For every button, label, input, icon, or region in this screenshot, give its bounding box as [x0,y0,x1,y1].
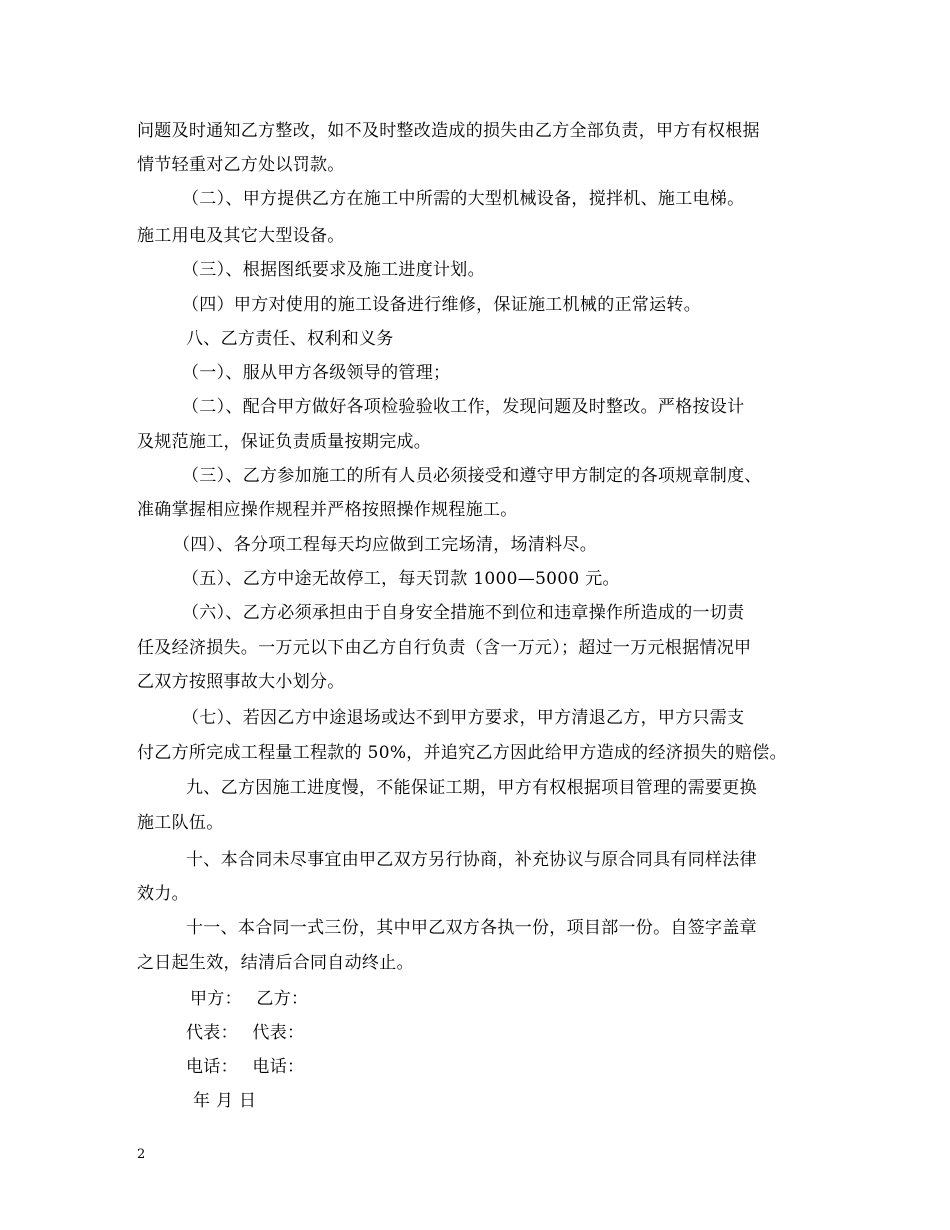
text-line-4: 施工用电及其它大型设备。 [137,226,345,246]
text-line-8: （一）、服从甲方各级领导的管理； [182,363,451,383]
text-line-9: （二）、配合甲方做好各项检验验收工作，发现问题及时整改。严格按设计 [182,397,745,417]
section-heading-8: 八、乙方责任、权利和义务 [186,329,394,349]
text-line-1: 问题及时通知乙方整改，如不及时整改造成的损失由乙方全部负责，甲方有权根据 [137,121,760,141]
text-line-23: 效力。 [137,884,189,904]
signature-phone-labels: 电话： 电话： [186,1057,305,1077]
text-line-11: （三）、乙方参加施工的所有人员必须接受和遵守甲方制定的各项规章制度、 [182,466,762,486]
text-line-6: （四）甲方对使用的施工设备进行维修，保证施工机械的正常运转。 [182,295,701,315]
text-line-12: 准确掌握相应操作规程并严格按照操作规程施工。 [137,500,518,520]
text-line-21: 施工队伍。 [137,813,224,833]
section-heading-10: 十、本合同未尽事宜由甲乙双方另行协商，补充协议与原合同具有同样法律 [186,850,757,870]
text-line-13: （四）、各分项工程每天均应做到工完场清，场清料尽。 [173,535,597,555]
text-line-3: （二）、甲方提供乙方在施工中所需的大型机械设备，搅拌机、施工电梯。 [182,189,745,209]
text-line-2: 情节轻重对乙方处以罚款。 [137,155,345,175]
section-heading-11: 十一、本合同一式三份，其中甲乙双方各执一份，项目部一份。自签字盖章 [186,918,757,938]
signature-party-labels: 甲方： 乙方： [190,989,309,1009]
text-line-17: 乙双方按照事故大小划分。 [137,672,345,692]
text-line-15: （六）、乙方必须承担由于自身安全措施不到位和违章操作所造成的一切责 [182,603,745,623]
text-line-18: （七）、若因乙方中途退场或达不到甲方要求，甲方清退乙方，甲方只需支 [182,708,745,728]
signature-date-line: 年 月 日 [193,1091,257,1111]
text-line-19: 付乙方所完成工程量工程款的 50%，并追究乙方因此给甲方造成的经济损失的赔偿。 [137,743,787,763]
text-line-5: （三）、根据图纸要求及施工进度计划。 [182,260,485,280]
text-line-25: 之日起生效，结清后合同自动终止。 [137,953,414,973]
text-line-16: 任及经济损失。一万元以下由乙方自行负责（含一万元）；超过一万元根据情况甲 [137,638,752,658]
section-heading-9: 九、乙方因施工进度慢，不能保证工期，甲方有权根据项目管理的需要更换 [186,778,757,798]
page-number: 2 [137,1147,146,1162]
text-line-10: 及规范施工，保证负责质量按期完成。 [137,432,432,452]
text-line-14: （五）、乙方中途无故停工，每天罚款 1000—5000 元。 [182,569,620,589]
signature-representative-labels: 代表： 代表： [186,1023,305,1043]
